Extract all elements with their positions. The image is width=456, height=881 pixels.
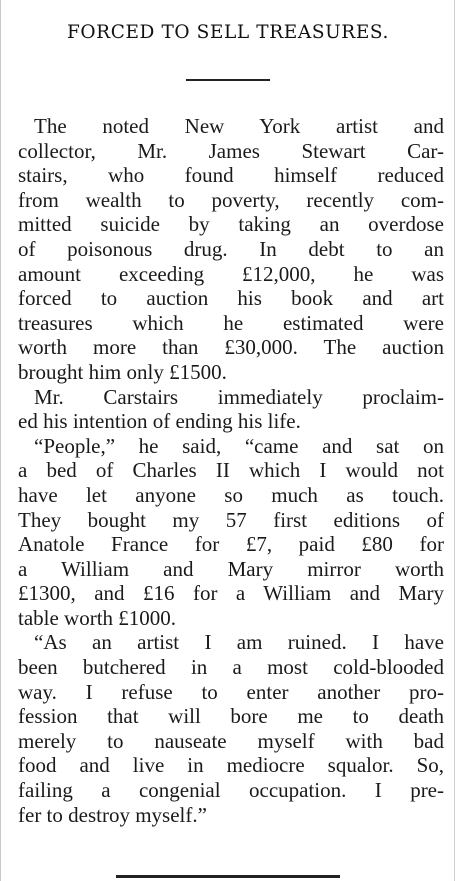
text-line: They bought my 57 first editions of (18, 507, 444, 532)
text-line: worth more than £30,000. The auction (18, 335, 444, 360)
paragraph-2 (18, 385, 444, 434)
text-line: failing a congenial occupation. I pre- (18, 778, 444, 803)
text-line: food and live in mediocre squalor. So, (18, 753, 444, 778)
text-line: from wealth to poverty, recently com- (18, 187, 444, 212)
text-line: collector, Mr. James Stewart Car- (18, 138, 444, 163)
text-line: way. I refuse to enter another pro- (18, 679, 444, 704)
text-line: of poisonous drug. In debt to an (18, 236, 444, 261)
text-line: stairs, who found himself reduced (18, 163, 444, 188)
right-page-edge (454, 0, 455, 881)
left-page-edge (0, 0, 1, 881)
text-line: merely to nauseate myself with bad (18, 728, 444, 753)
text-line: brought him only £1500. (18, 359, 227, 384)
text-line: fer to destroy myself.” (18, 802, 207, 827)
text-line: a bed of Charles II which I would not (18, 458, 444, 483)
text-line: “People,” he said, “came and sat on (34, 433, 444, 458)
text-line: Anatole France for £7, paid £80 for (18, 532, 444, 557)
paragraph-3 (18, 434, 444, 631)
text-line: ed his intention of ending his life. (18, 409, 301, 434)
article-end-rule (116, 875, 340, 878)
text-line: £1300, and £16 for a William and Mary (18, 581, 444, 606)
text-line: The noted New York artist and (34, 114, 444, 138)
text-line: a William and Mary mirror worth (18, 556, 444, 581)
text-line: forced to auction his book and art (18, 286, 444, 311)
paragraph-4 (18, 630, 444, 827)
article-body (18, 114, 444, 827)
text-line: Mr. Carstairs immediately proclaim- (34, 384, 444, 409)
article-headline: FORCED TO SELL TREASURES. (66, 22, 390, 43)
text-line: have let anyone so much as touch. (18, 482, 444, 507)
text-line: mitted suicide by taking an overdose (18, 212, 444, 237)
text-line: amount exceeding £12,000, he was (18, 261, 444, 286)
text-line: table worth £1000. (18, 605, 177, 630)
text-line: been butchered in a most cold-blooded (18, 655, 444, 680)
text-line: treasures which he estimated were (18, 310, 444, 335)
text-line: “As an artist I am ruined. I have (34, 630, 444, 655)
paragraph-1 (18, 114, 444, 385)
text-line: fession that will bore me to death (18, 704, 444, 729)
headline-divider (186, 79, 270, 81)
